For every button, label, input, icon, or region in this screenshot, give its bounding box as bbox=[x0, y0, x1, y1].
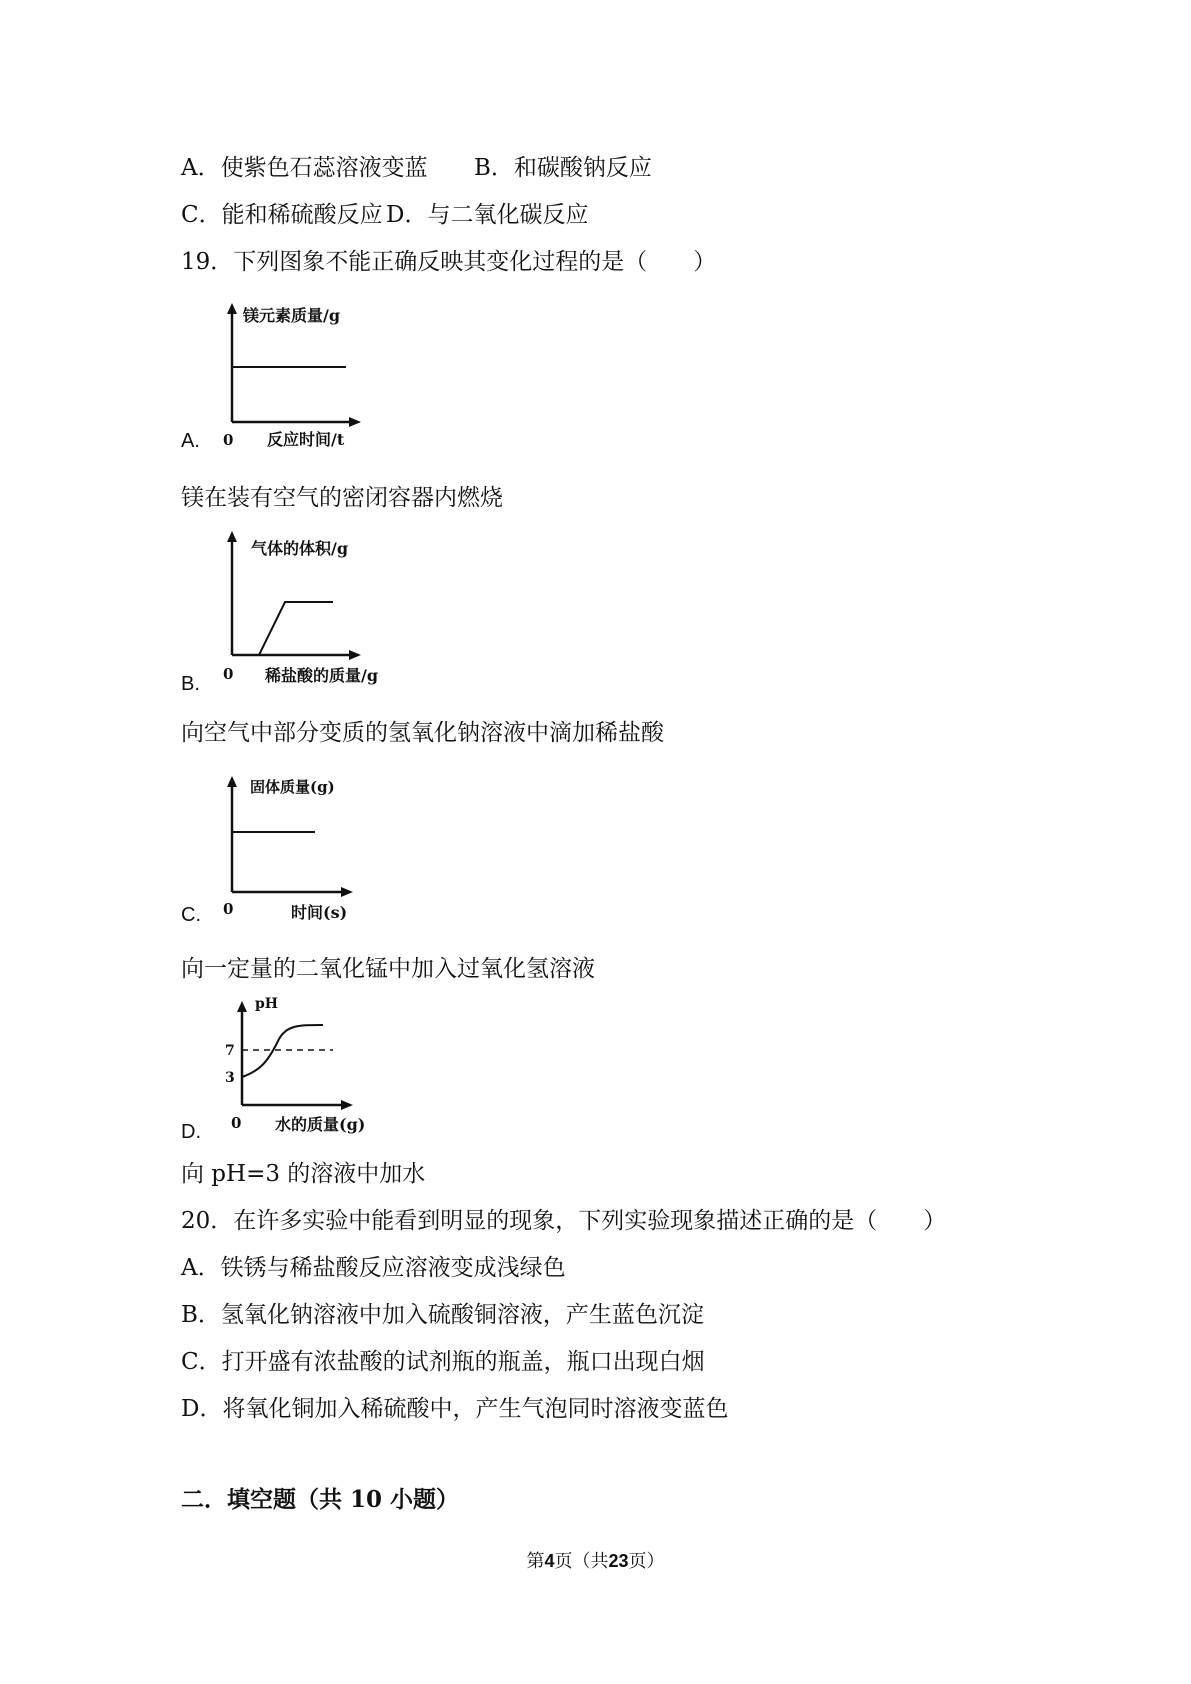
graph-d-data-curve bbox=[242, 1025, 323, 1077]
footer-prefix: 第 bbox=[526, 1551, 545, 1572]
q19-stem: 19．下列图象不能正确反映其变化过程的是（ ） bbox=[181, 249, 717, 275]
q19-option-b-caption: 向空气中部分变质的氢氧化钠溶液中滴加稀盐酸 bbox=[181, 720, 664, 746]
graph-b-y-arrow bbox=[227, 531, 237, 542]
graph-b-y-label: 气体的体积/g bbox=[251, 539, 349, 558]
graph-a-origin: 0 bbox=[223, 431, 234, 449]
footer-total-pages: 23 bbox=[608, 1551, 629, 1571]
q19-option-c-caption: 向一定量的二氧化锰中加入过氧化氢溶液 bbox=[181, 956, 595, 982]
q19-option-c-label: C. bbox=[181, 904, 201, 926]
q20-option-b: B．氢氧化钠溶液中加入硫酸铜溶液，产生蓝色沉淀 bbox=[181, 1302, 704, 1328]
q20-stem: 20．在许多实验中能看到明显的现象，下列实验现象描述正确的是（ ） bbox=[181, 1208, 947, 1234]
graph-a-x-arrow bbox=[349, 417, 361, 427]
graph-d-x-label: 水的质量(g) bbox=[275, 1115, 366, 1134]
graph-d-y-label: pH bbox=[255, 996, 279, 1012]
q19-option-a-label: A. bbox=[181, 430, 200, 452]
graph-d-origin: 0 bbox=[231, 1114, 242, 1132]
graph-d bbox=[215, 995, 385, 1145]
footer-page-number: 4 bbox=[544, 1551, 555, 1571]
graph-b-x-arrow bbox=[349, 650, 361, 660]
footer-middle: 页（共 bbox=[554, 1551, 609, 1572]
graph-d-tick-7: 7 bbox=[225, 1043, 235, 1059]
q19-option-a-caption: 镁在装有空气的密闭容器内燃烧 bbox=[181, 485, 503, 511]
q18-option-b: B．和碳酸钠反应 bbox=[474, 155, 652, 181]
q20-option-a: A．铁锈与稀盐酸反应溶液变成浅绿色 bbox=[181, 1255, 566, 1281]
graph-c-origin: 0 bbox=[223, 900, 234, 918]
graph-c-y-arrow bbox=[227, 776, 237, 787]
graph-c-x-arrow bbox=[341, 887, 353, 897]
q20-option-c: C．打开盛有浓盐酸的试剂瓶的瓶盖，瓶口出现白烟 bbox=[181, 1349, 705, 1375]
q19-option-b-label: B. bbox=[181, 673, 200, 695]
q19-option-d-caption: 向 pH=3 的溶液中加水 bbox=[181, 1161, 426, 1187]
graph-d-y-arrow bbox=[237, 1001, 247, 1012]
graph-a-y-arrow bbox=[227, 303, 237, 314]
graph-a bbox=[215, 300, 375, 450]
graph-c-x-label: 时间(s) bbox=[291, 903, 348, 920]
q19-option-d-label: D. bbox=[181, 1121, 201, 1143]
graph-d-x-arrow bbox=[341, 1100, 353, 1110]
footer-suffix: 页） bbox=[628, 1551, 665, 1572]
graph-b-x-label: 稀盐酸的质量/g bbox=[265, 666, 379, 685]
q18-option-c: C．能和稀硫酸反应 bbox=[181, 202, 383, 228]
graph-a-x-label: 反应时间/t bbox=[267, 430, 345, 449]
graph-b-data-line bbox=[232, 602, 333, 655]
graph-b-origin: 0 bbox=[223, 665, 234, 683]
q18-option-a: A．使紫色石蕊溶液变蓝 bbox=[181, 155, 428, 181]
q20-option-d: D．将氧化铜加入稀硫酸中，产生气泡同时溶液变蓝色 bbox=[181, 1396, 729, 1422]
graph-a-y-label: 镁元素质量/g bbox=[243, 306, 341, 325]
page-footer bbox=[0, 1547, 1191, 1573]
graph-b bbox=[215, 527, 405, 692]
q18-option-d: D．与二氧化碳反应 bbox=[386, 202, 589, 228]
graph-c bbox=[215, 770, 375, 920]
graph-d-tick-3: 3 bbox=[225, 1070, 235, 1086]
graph-c-y-label: 固体质量(g) bbox=[250, 778, 335, 796]
section-2-heading: 二．填空题（共 10 小题） bbox=[181, 1486, 460, 1513]
